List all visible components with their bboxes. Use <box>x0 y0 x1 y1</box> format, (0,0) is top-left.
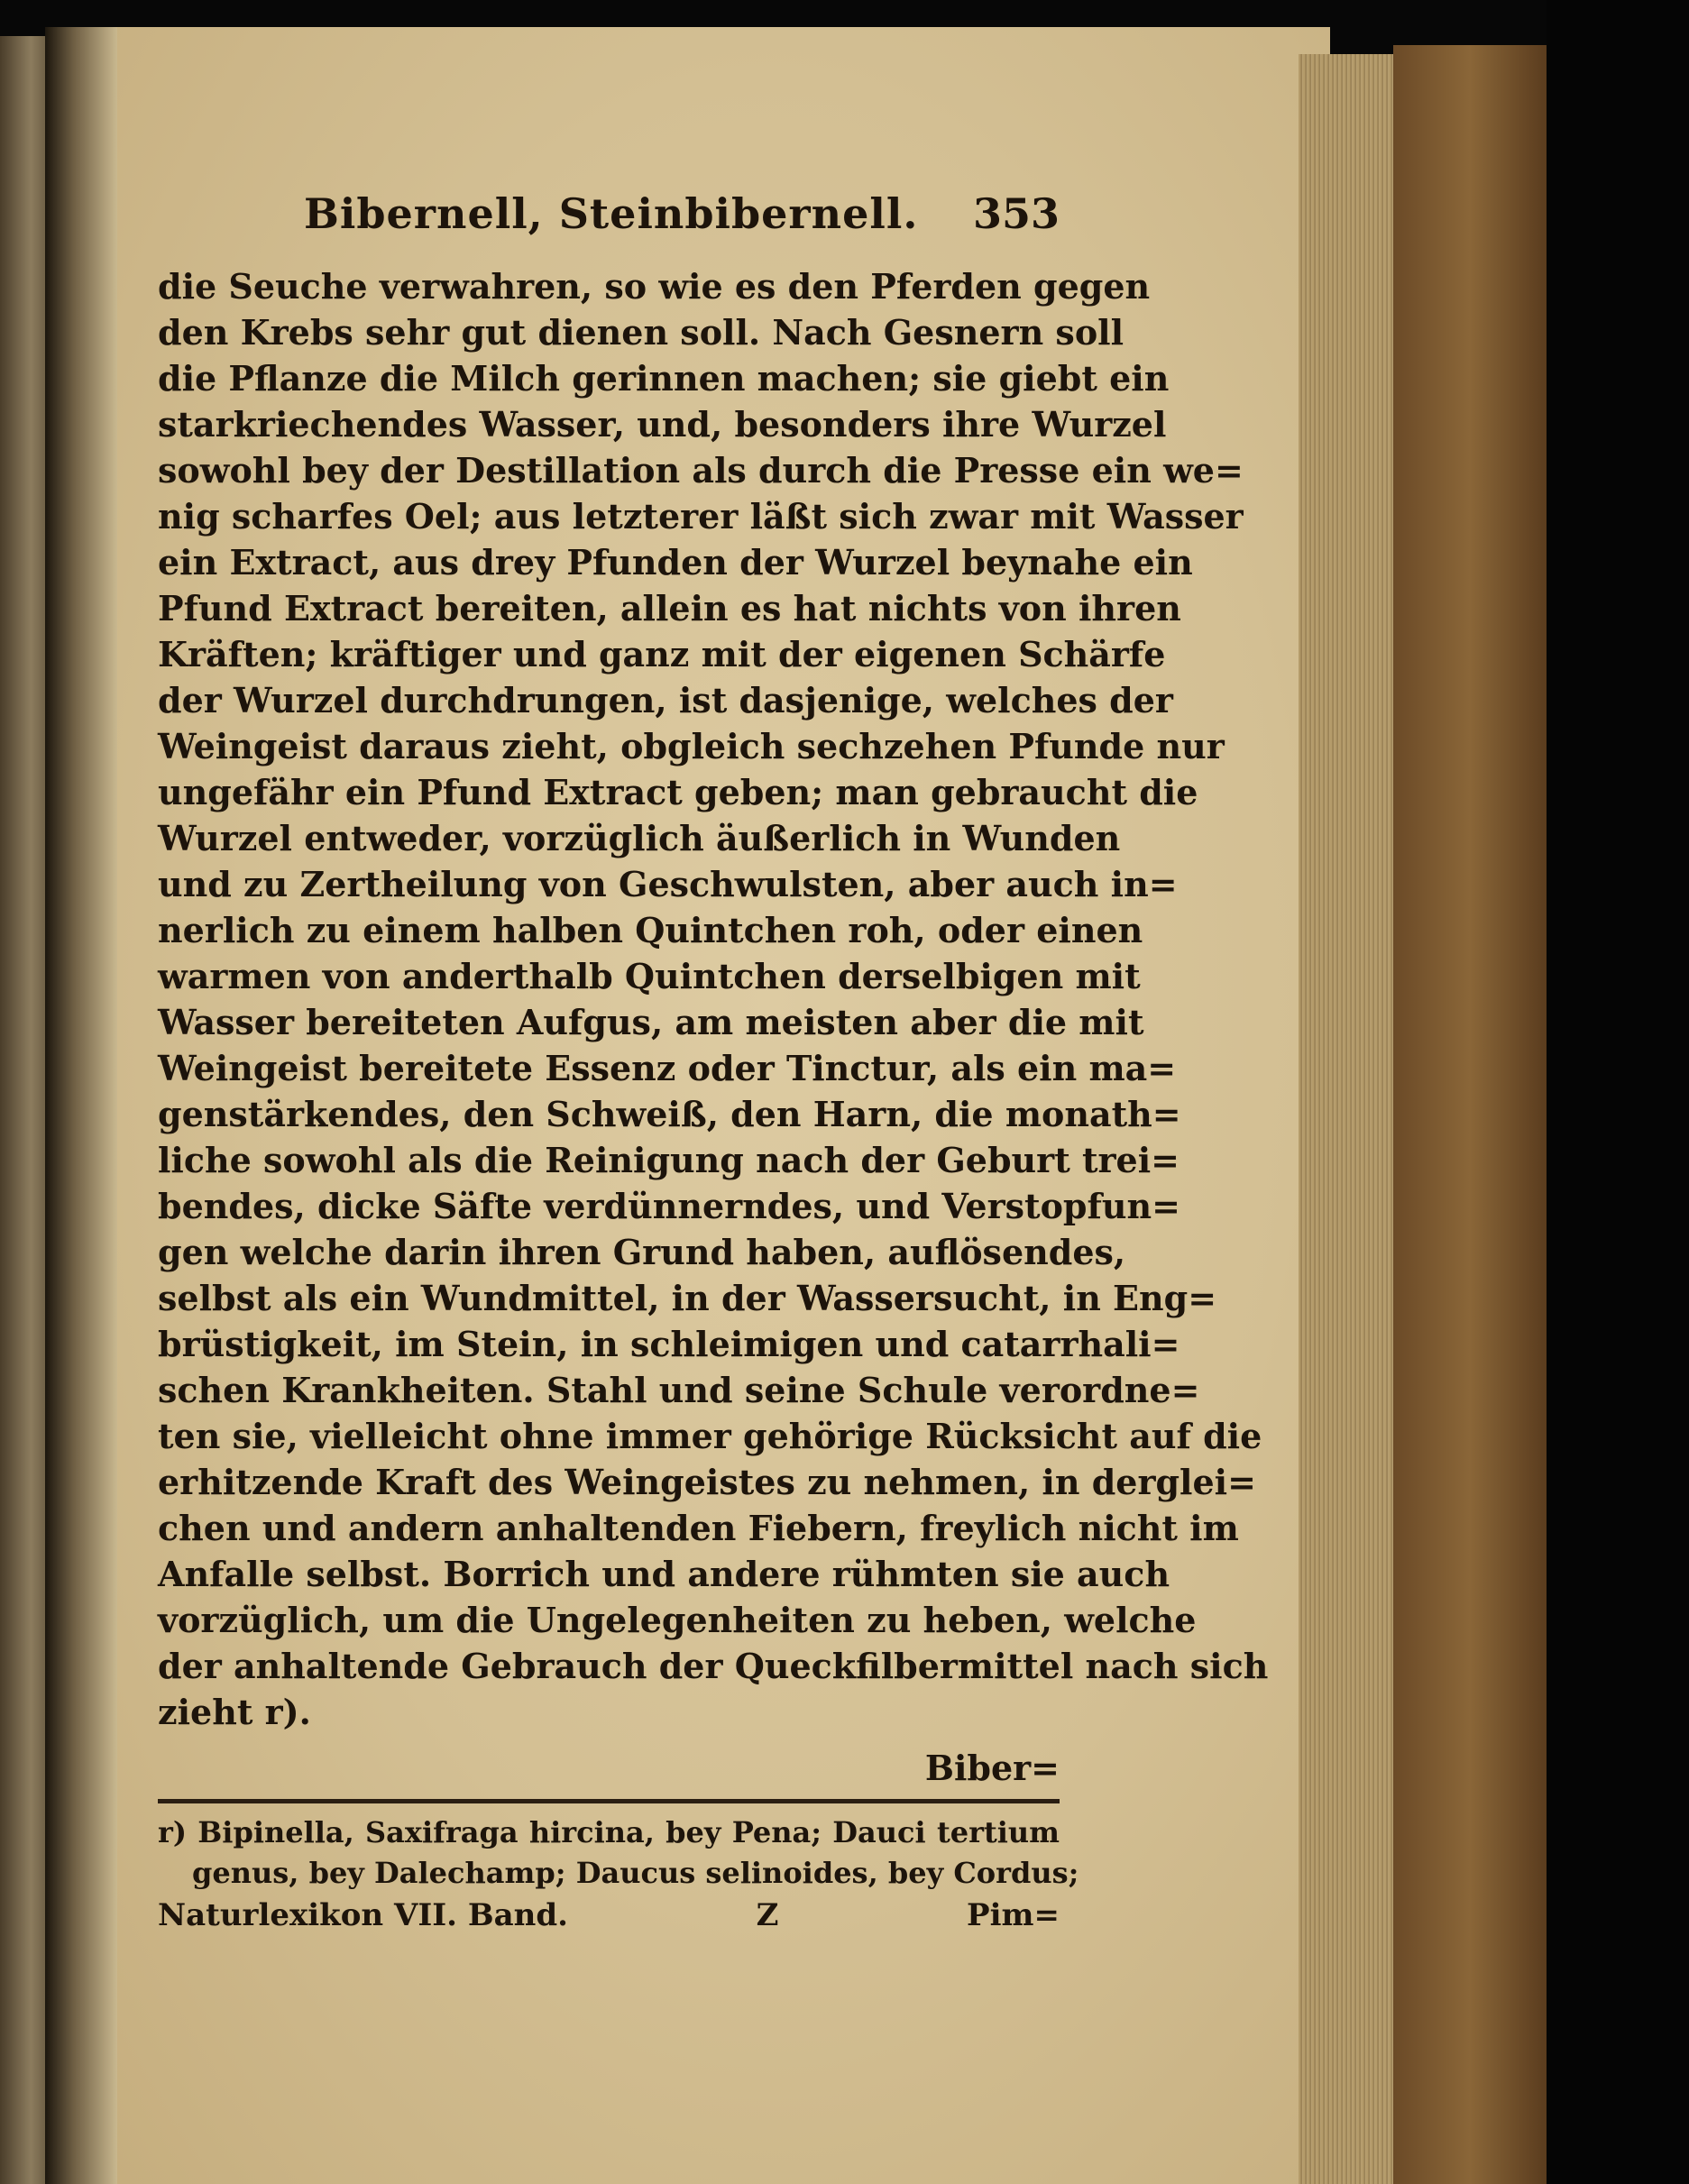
signature-title: Naturlexikon VII. Band. <box>158 1897 568 1933</box>
scan-background <box>1547 0 1689 2184</box>
body-line-10: der Wurzel durchdrungen, ist dasjenige, welches der <box>158 680 1173 720</box>
body-line-31: der anhaltende Gebrauch der Queckfilbermittel nach sich <box>158 1646 1269 1686</box>
footnote-line-1: r) Bipinella, Saxifraga hircina, bey Pena; Dauci tertium <box>158 1815 1060 1849</box>
body-line-24: brüstigkeit, im Stein, in schleimigen und catarrhali= <box>158 1324 1180 1364</box>
body-line-12: ungefähr ein Pfund Extract geben; man gebraucht die <box>158 772 1198 812</box>
catchword: Biber= <box>924 1748 1060 1788</box>
body-line-3: die Pflanze die Milch gerinnen machen; sie giebt ein <box>158 358 1170 399</box>
body-line-1: die Seuche verwahren, so wie es den Pferden gegen <box>158 266 1151 307</box>
body-line-20: liche sowohl als die Reinigung nach der Geburt trei= <box>158 1140 1180 1180</box>
body-line-4: starkriechendes Wasser, und, besonders ihre Wurzel <box>158 404 1167 445</box>
body-line-23: selbst als ein Wundmittel, in der Wassersucht, in Eng= <box>158 1278 1217 1318</box>
body-line-30: vorzüglich, um die Ungelegenheiten zu heben, welche <box>158 1600 1197 1640</box>
body-line-26: ten sie, vielleicht ohne immer gehörige Rücksicht auf die <box>158 1416 1262 1456</box>
body-line-17: Wasser bereiteten Aufgus, am meisten aber die mit <box>158 1002 1144 1042</box>
book-cover-edge <box>1393 45 1547 2184</box>
body-line-6: nig scharfes Oel; aus letzterer läßt sich zwar mit Wasser <box>158 496 1244 537</box>
body-line-7: ein Extract, aus drey Pfunden der Wurzel beynahe ein <box>158 542 1193 583</box>
body-line-19: genstärkendes, den Schweiß, den Harn, die monath= <box>158 1094 1181 1134</box>
body-line-28: chen und andern anhaltenden Fiebern, freylich nicht im <box>158 1508 1239 1548</box>
footnotes <box>158 1812 1079 1937</box>
running-header <box>158 180 1060 252</box>
body-line-25: schen Krankheiten. Stahl und seine Schule verordne= <box>158 1370 1200 1410</box>
body-line-21: bendes, dicke Säfte verdünnerndes, und Verstopfun= <box>158 1186 1180 1226</box>
running-header-title: Bibernell, Steinbibernell. <box>304 189 919 238</box>
signature-line <box>158 1894 1060 1937</box>
book-gutter <box>45 27 117 2184</box>
body-line-11: Weingeist daraus zieht, obgleich sechzehen Pfunde nur <box>158 726 1225 766</box>
page-number: 353 <box>972 189 1060 238</box>
body-line-15: nerlich zu einem halben Quintchen roh, oder einen <box>158 910 1143 950</box>
footnote-r <box>158 1812 1079 1894</box>
body-line-18: Weingeist bereitete Essenz oder Tinctur, als ein ma= <box>158 1048 1177 1088</box>
body-line-2: den Krebs sehr gut dienen soll. Nach Gesnern soll <box>158 312 1124 353</box>
body-line-32: zieht r). <box>158 1692 311 1732</box>
footnote-rule <box>158 1799 1060 1803</box>
body-line-14: und zu Zertheilung von Geschwulsten, aber auch in= <box>158 864 1178 904</box>
page-fore-edge <box>1299 54 1398 2184</box>
body-line-27: erhitzende Kraft des Weingeistes zu nehmen, in derglei= <box>158 1462 1256 1502</box>
page-text-block <box>158 180 1269 1937</box>
signature-mark: Z <box>756 1897 779 1933</box>
body-line-8: Pfund Extract bereiten, allein es hat nichts von ihren <box>158 588 1181 629</box>
body-line-29: Anfalle selbst. Borrich und andere rühmten sie auch <box>158 1554 1170 1594</box>
signature-catchword: Pim= <box>967 1897 1060 1933</box>
body-line-13: Wurzel entweder, vorzüglich äußerlich in Wunden <box>158 818 1121 858</box>
body-line-5: sowohl bey der Destillation als durch die Presse ein we= <box>158 450 1244 491</box>
body-line-9: Kräften; kräftiger und ganz mit der eigenen Schärfe <box>158 634 1166 674</box>
body-line-22: gen welche darin ihren Grund haben, auflösendes, <box>158 1232 1126 1272</box>
body-text <box>158 263 1269 1735</box>
body-line-16: warmen von anderthalb Quintchen derselbigen mit <box>158 956 1141 996</box>
footnote-line-2: genus, bey Dalechamp; Daucus selinoides, bey Cordus; <box>192 1856 1079 1890</box>
